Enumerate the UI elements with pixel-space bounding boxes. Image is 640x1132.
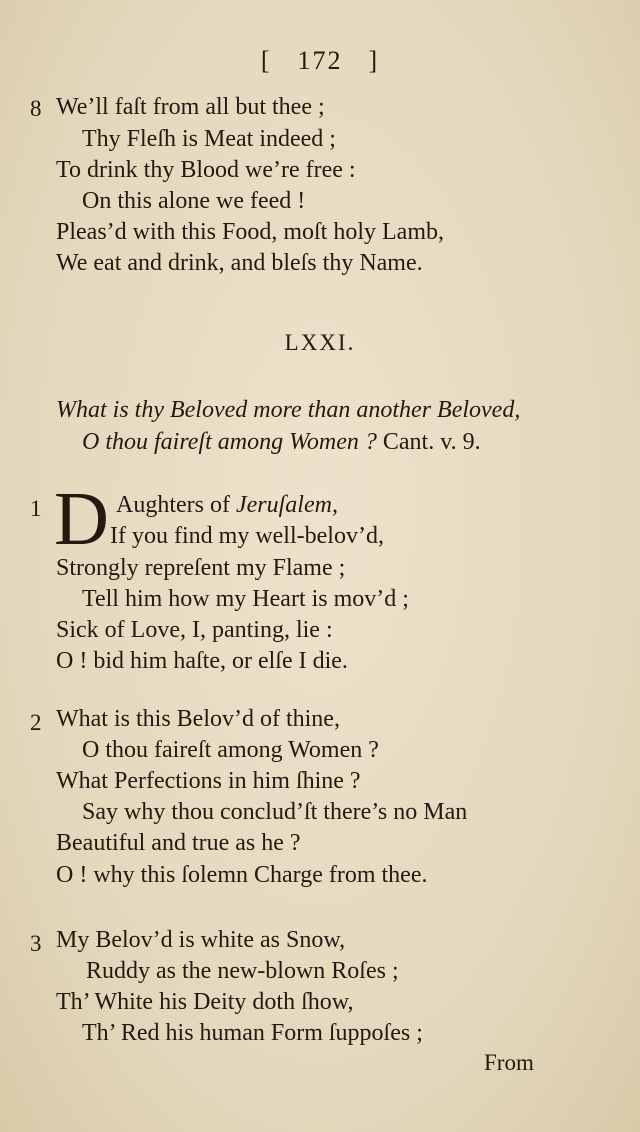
stanza-number: 1 xyxy=(30,496,42,521)
verse-line: Beautiful and true as he ? xyxy=(56,830,301,856)
bracket-left: [ xyxy=(260,46,272,75)
verse-text: Aughters of xyxy=(116,492,236,518)
catchword: From xyxy=(484,1050,534,1075)
verse-line: On this alone we feed ! xyxy=(82,188,306,214)
page-number-header xyxy=(0,46,640,76)
hymn-title: LXXI. xyxy=(284,330,356,355)
epigraph-line: What is thy Beloved more than another Beloved, xyxy=(56,397,521,423)
verse-line: Th’ White his Deity doth ſhow, xyxy=(56,989,354,1015)
verse-line: Strongly repreſent my Flame ; xyxy=(56,555,346,581)
verse-line: Tell him how my Heart is mov’d ; xyxy=(82,586,409,612)
scripture-reference: Cant. v. 9. xyxy=(382,429,481,455)
verse-line: If you find my well-belov’d, xyxy=(110,523,384,549)
verse-line: Th’ Red his human Form ſuppoſes ; xyxy=(82,1020,423,1046)
epigraph-italic: O thou faireſt among Women ? xyxy=(82,429,377,455)
verse-line: Pleas’d with this Food, moſt holy Lamb, xyxy=(56,219,444,245)
drop-cap: D xyxy=(54,477,109,561)
verse-line: O ! why this ſolemn Charge from thee. xyxy=(56,862,428,888)
epigraph-line-2 xyxy=(82,429,481,456)
verse-italic: Jeruſalem, xyxy=(235,492,338,518)
verse-line: My Belov’d is white as Snow, xyxy=(56,927,346,953)
verse-line: Say why thou conclud’ſt there’s no Man xyxy=(82,799,468,825)
verse-line: Thy Fleſh is Meat indeed ; xyxy=(82,126,336,152)
verse-line: Ruddy as the new-blown Roſes ; xyxy=(86,958,399,984)
verse-line: We’ll faſt from all but thee ; xyxy=(56,94,325,120)
verse-line: To drink thy Blood we’re free : xyxy=(56,157,356,183)
stanza-number: 8 xyxy=(30,96,42,121)
bracket-right: ] xyxy=(368,46,380,75)
verse-line: What is this Belov’d of thine, xyxy=(56,706,340,732)
verse-line: O thou faireſt among Women ? xyxy=(82,737,379,763)
stanza-number: 2 xyxy=(30,710,42,735)
verse-line xyxy=(116,492,338,519)
verse-line: O ! bid him haſte, or elſe I die. xyxy=(56,648,348,674)
verse-line: Sick of Love, I, panting, lie : xyxy=(56,617,333,643)
verse-line: We eat and drink, and bleſs thy Name. xyxy=(56,250,423,276)
stanza-number: 3 xyxy=(30,931,42,956)
verse-line: What Perfections in him ſhine ? xyxy=(56,768,361,794)
page-number: 172 xyxy=(297,46,343,75)
